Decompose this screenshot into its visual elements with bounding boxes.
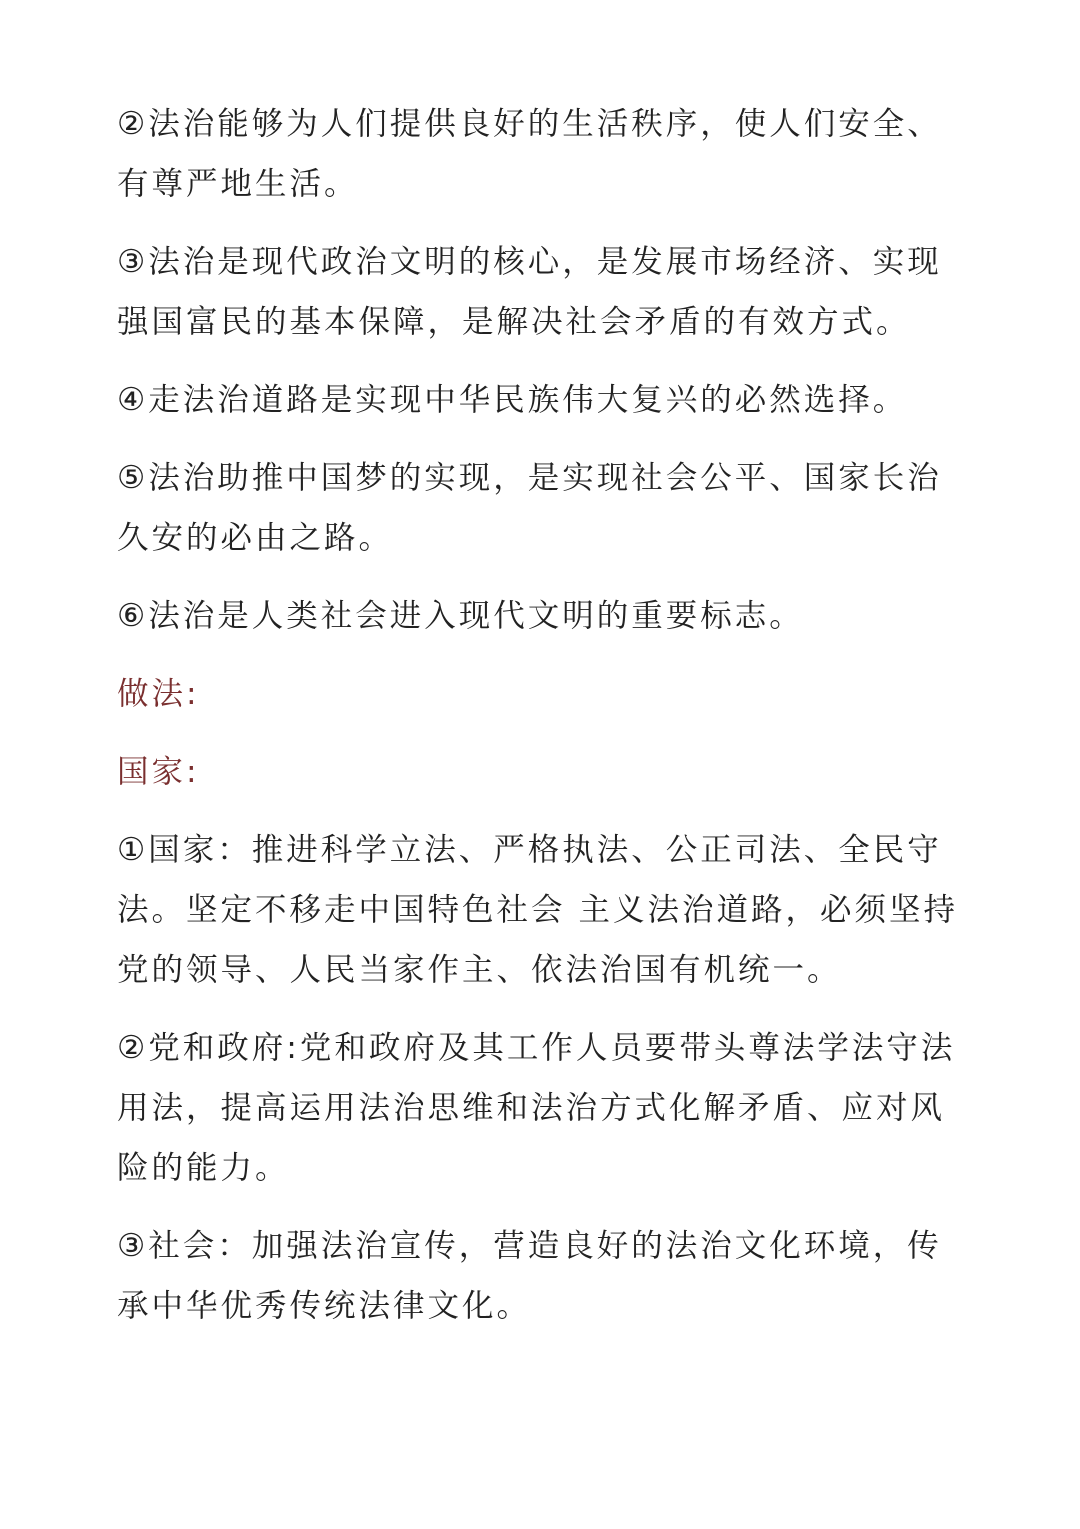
paragraph-country: ①国家：推进科学立法、严格执法、公正司法、全民守法。坚定不移走中国特色社会 主义法治道路，必须坚持党的领导、人民当家作主、依法治国有机统一。: [117, 832, 959, 988]
paragraph-china-dream: ⑤法治助推中国梦的实现，是实现社会公平、国家长治久安的必由之路。: [117, 460, 942, 556]
document-body: [117, 94, 967, 1354]
paragraph-political-civilization: ③法治是现代政治文明的核心，是发展市场经济、实现强国富民的基本保障，是解决社会矛盾的有效方式。: [117, 244, 942, 340]
paragraph-modern-civilization: ⑥法治是人类社会进入现代文明的重要标志。: [117, 598, 804, 634]
paragraph-national-rejuvenation: ④走法治道路是实现中华民族伟大复兴的必然选择。: [117, 382, 908, 418]
heading-country: 国家:: [117, 754, 200, 790]
heading-method: 做法:: [117, 676, 200, 712]
paragraph-society: ③社会：加强法治宣传，营造良好的法治文化环境，传承中华优秀传统法律文化。: [117, 1228, 942, 1324]
paragraph-party-government: ②党和政府:党和政府及其工作人员要带头尊法学法守法用法，提高运用法治思维和法治方式化解矛盾、应对风险的能力。: [117, 1030, 956, 1186]
paragraph-life-order: ②法治能够为人们提供良好的生活秩序，使人们安全、有尊严地生活。: [117, 106, 942, 202]
